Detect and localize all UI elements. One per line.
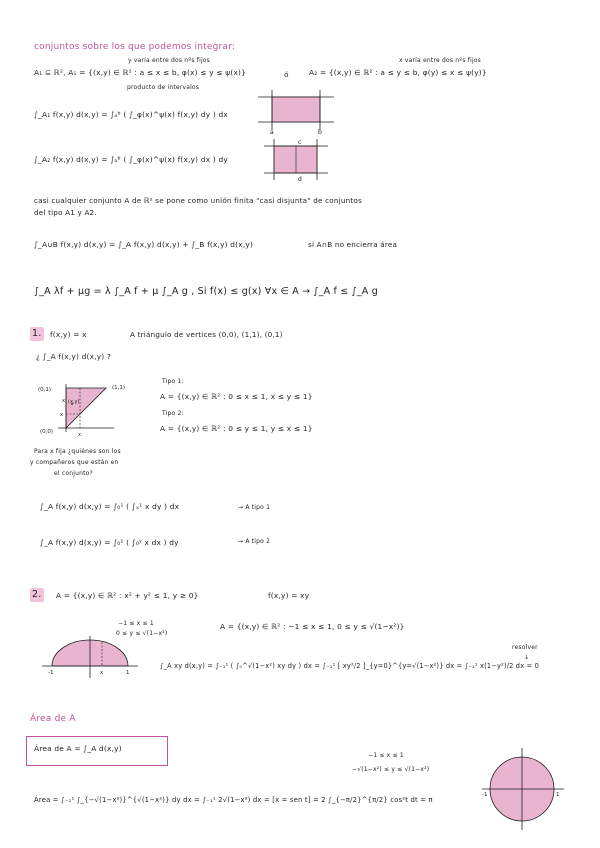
circle-figure [478,744,568,834]
exercise-1-function: f(x,y) = x [50,330,87,339]
tipo2-label: Tipo 2: [162,410,184,417]
hint-line-1: Para x fija ¿quiénes son los [34,448,121,455]
exercise-2-set: A = {(x,y) ∈ ℝ² : x² + y² ≤ 1, y ≥ 0} [56,591,199,600]
region-type1-figure [258,88,338,136]
circle-label-neg1: -1 [482,792,488,798]
ex2-set-rewrite: A = {(x,y) ∈ ℝ² : −1 ≤ x ≤ 1, 0 ≤ y ≤ √(1−x²)} [220,622,405,631]
exercise-2-function: f(x,y) = xy [268,591,310,600]
triangle-figure [36,380,148,440]
union-condition: si A∩B no encierra área [308,240,398,249]
ex2-bounds-1: −1 ≤ x ≤ 1 [118,620,154,627]
area-formula: Área = ∫₋₁¹ ∫_{−√(1−x²)}^{√(1−x²)} dy dx = ∫₋₁¹ 2√(1−x²) dx = [x = sen t] = 2 ∫_{−π/2}^{π/2} cos²t dt = π [34,796,433,804]
int-type1-note: → A tipo 1 [238,504,271,511]
exercise-1-number: 1. [32,328,42,339]
area-bounds-2: −√(1−x²) ≤ y ≤ √(1−x²) [352,766,430,773]
note-a1: y varía entre dos nºs fijos [128,57,211,64]
semicircle-figure [40,634,140,678]
fig1-label-a: a [270,129,274,136]
tri-label-11: (1,1) [112,385,126,391]
area-boxed-text: Área de A = ∫_A d(x,y) [34,744,122,753]
exercise-2-number: 2. [32,589,42,600]
tri-label-xy: (x,y) [68,399,80,405]
hint-line-2: y compañeros que están en [30,459,119,466]
tri-label-00: (0,0) [40,429,54,435]
exercise-1-statement: A triángulo de vertices (0,0), (1,1), (0,1) [130,330,283,339]
int-type2: ∫_A f(x,y) d(x,y) = ∫₀¹ ( ∫₀ʸ x dx ) dy [40,538,179,547]
ex2-integral: ∫_A xy d(x,y) = ∫₋₁¹ ( ∫₀^√(1−x²) xy dy ) dx = ∫₋₁¹ [ xy²/2 ]_{y=0}^{y=√(1−x²)} dx = ∫₋₁¹ x(1−y²)/2 dx = 0 [160,662,540,670]
int-type2-note: → A tipo 2 [238,538,271,545]
semi-label-1: 1 [126,670,130,676]
tipo1-label: Tipo 1: [162,378,184,385]
hint-line-3: el conjunto? [54,470,93,477]
tipo1-set: A = {(x,y) ∈ ℝ² : 0 ≤ x ≤ 1, x ≤ y ≤ 1} [160,392,313,401]
fig1-label-b: b [318,129,322,136]
fig2-label-d: d [298,176,302,183]
exercise-1-question: ¿ ∫_A f(x,y) d(x,y) ? [36,352,112,361]
circle-label-1: 1 [556,792,560,798]
union-formula: ∫_A∪B f(x,y) d(x,y) = ∫_A f(x,y) d(x,y) + ∫_B f(x,y) d(x,y) [34,240,254,249]
casi-line-1: casi cualquier conjunto A de ℝ² se pone como unión finita "casi disjunta" de conjuntos [34,196,362,205]
ex2-bounds-2: 0 ≤ y ≤ √(1−x²) [116,630,168,637]
set-a2: A₂ = {(x,y) ∈ ℝ² : a ≤ y ≤ b, φ(y) ≤ x ≤ ψ(y)} [309,68,487,77]
linearity-formula: ∫_A λf + μg = λ ∫_A f + μ ∫_A g , Si f(x) ≤ g(x) ∀x ∈ A → ∫_A f ≤ ∫_A g [34,286,378,297]
tri-label-x-bottom: x [78,432,81,438]
integral-a1: ∫_A₁ f(x,y) d(x,y) = ∫ₐᵇ ( ∫_φ(x)^ψ(x) f(x,y) dy ) dx [34,110,228,119]
ex2-resolver: resolver [512,644,538,651]
products-label: producto de intervalos [127,84,200,91]
tipo2-set: A = {(x,y) ∈ ℝ² : 0 ≤ y ≤ 1, y ≤ x ≤ 1} [160,424,313,433]
tri-label-x-mid: x [62,398,65,404]
or-label: ó [284,70,289,79]
fig2-label-c: c [298,139,302,146]
region-type2-figure [262,136,332,184]
integral-a2: ∫_A₂ f(x,y) d(x,y) = ∫ₐᵇ ( ∫_φ(x)^ψ(x) f(x,y) dx ) dy [34,155,228,164]
semi-label-x: x [100,670,104,676]
tri-label-01: (0,1) [38,387,52,393]
page-heading: conjuntos sobre los que podemos integrar: [34,42,236,52]
ex2-resolver-arrow: ↓ [524,654,530,661]
area-bounds-1: −1 ≤ x ≤ 1 [368,752,404,759]
int-type1: ∫_A f(x,y) d(x,y) = ∫₀¹ ( ∫ₓ¹ x dy ) dx [40,502,180,511]
set-a1: A₁ ⊆ ℝ², A₁ = {(x,y) ∈ ℝ² : a ≤ x ≤ b, φ(x) ≤ y ≤ ψ(x)} [34,68,247,77]
note-a2: x varía entre dos nºs fijos [399,57,482,64]
casi-line-2: del tipo A1 y A2. [34,208,97,217]
semi-label-neg1: -1 [48,670,54,676]
tri-label-x-left: x [60,412,63,418]
area-heading: Área de A [30,714,76,724]
